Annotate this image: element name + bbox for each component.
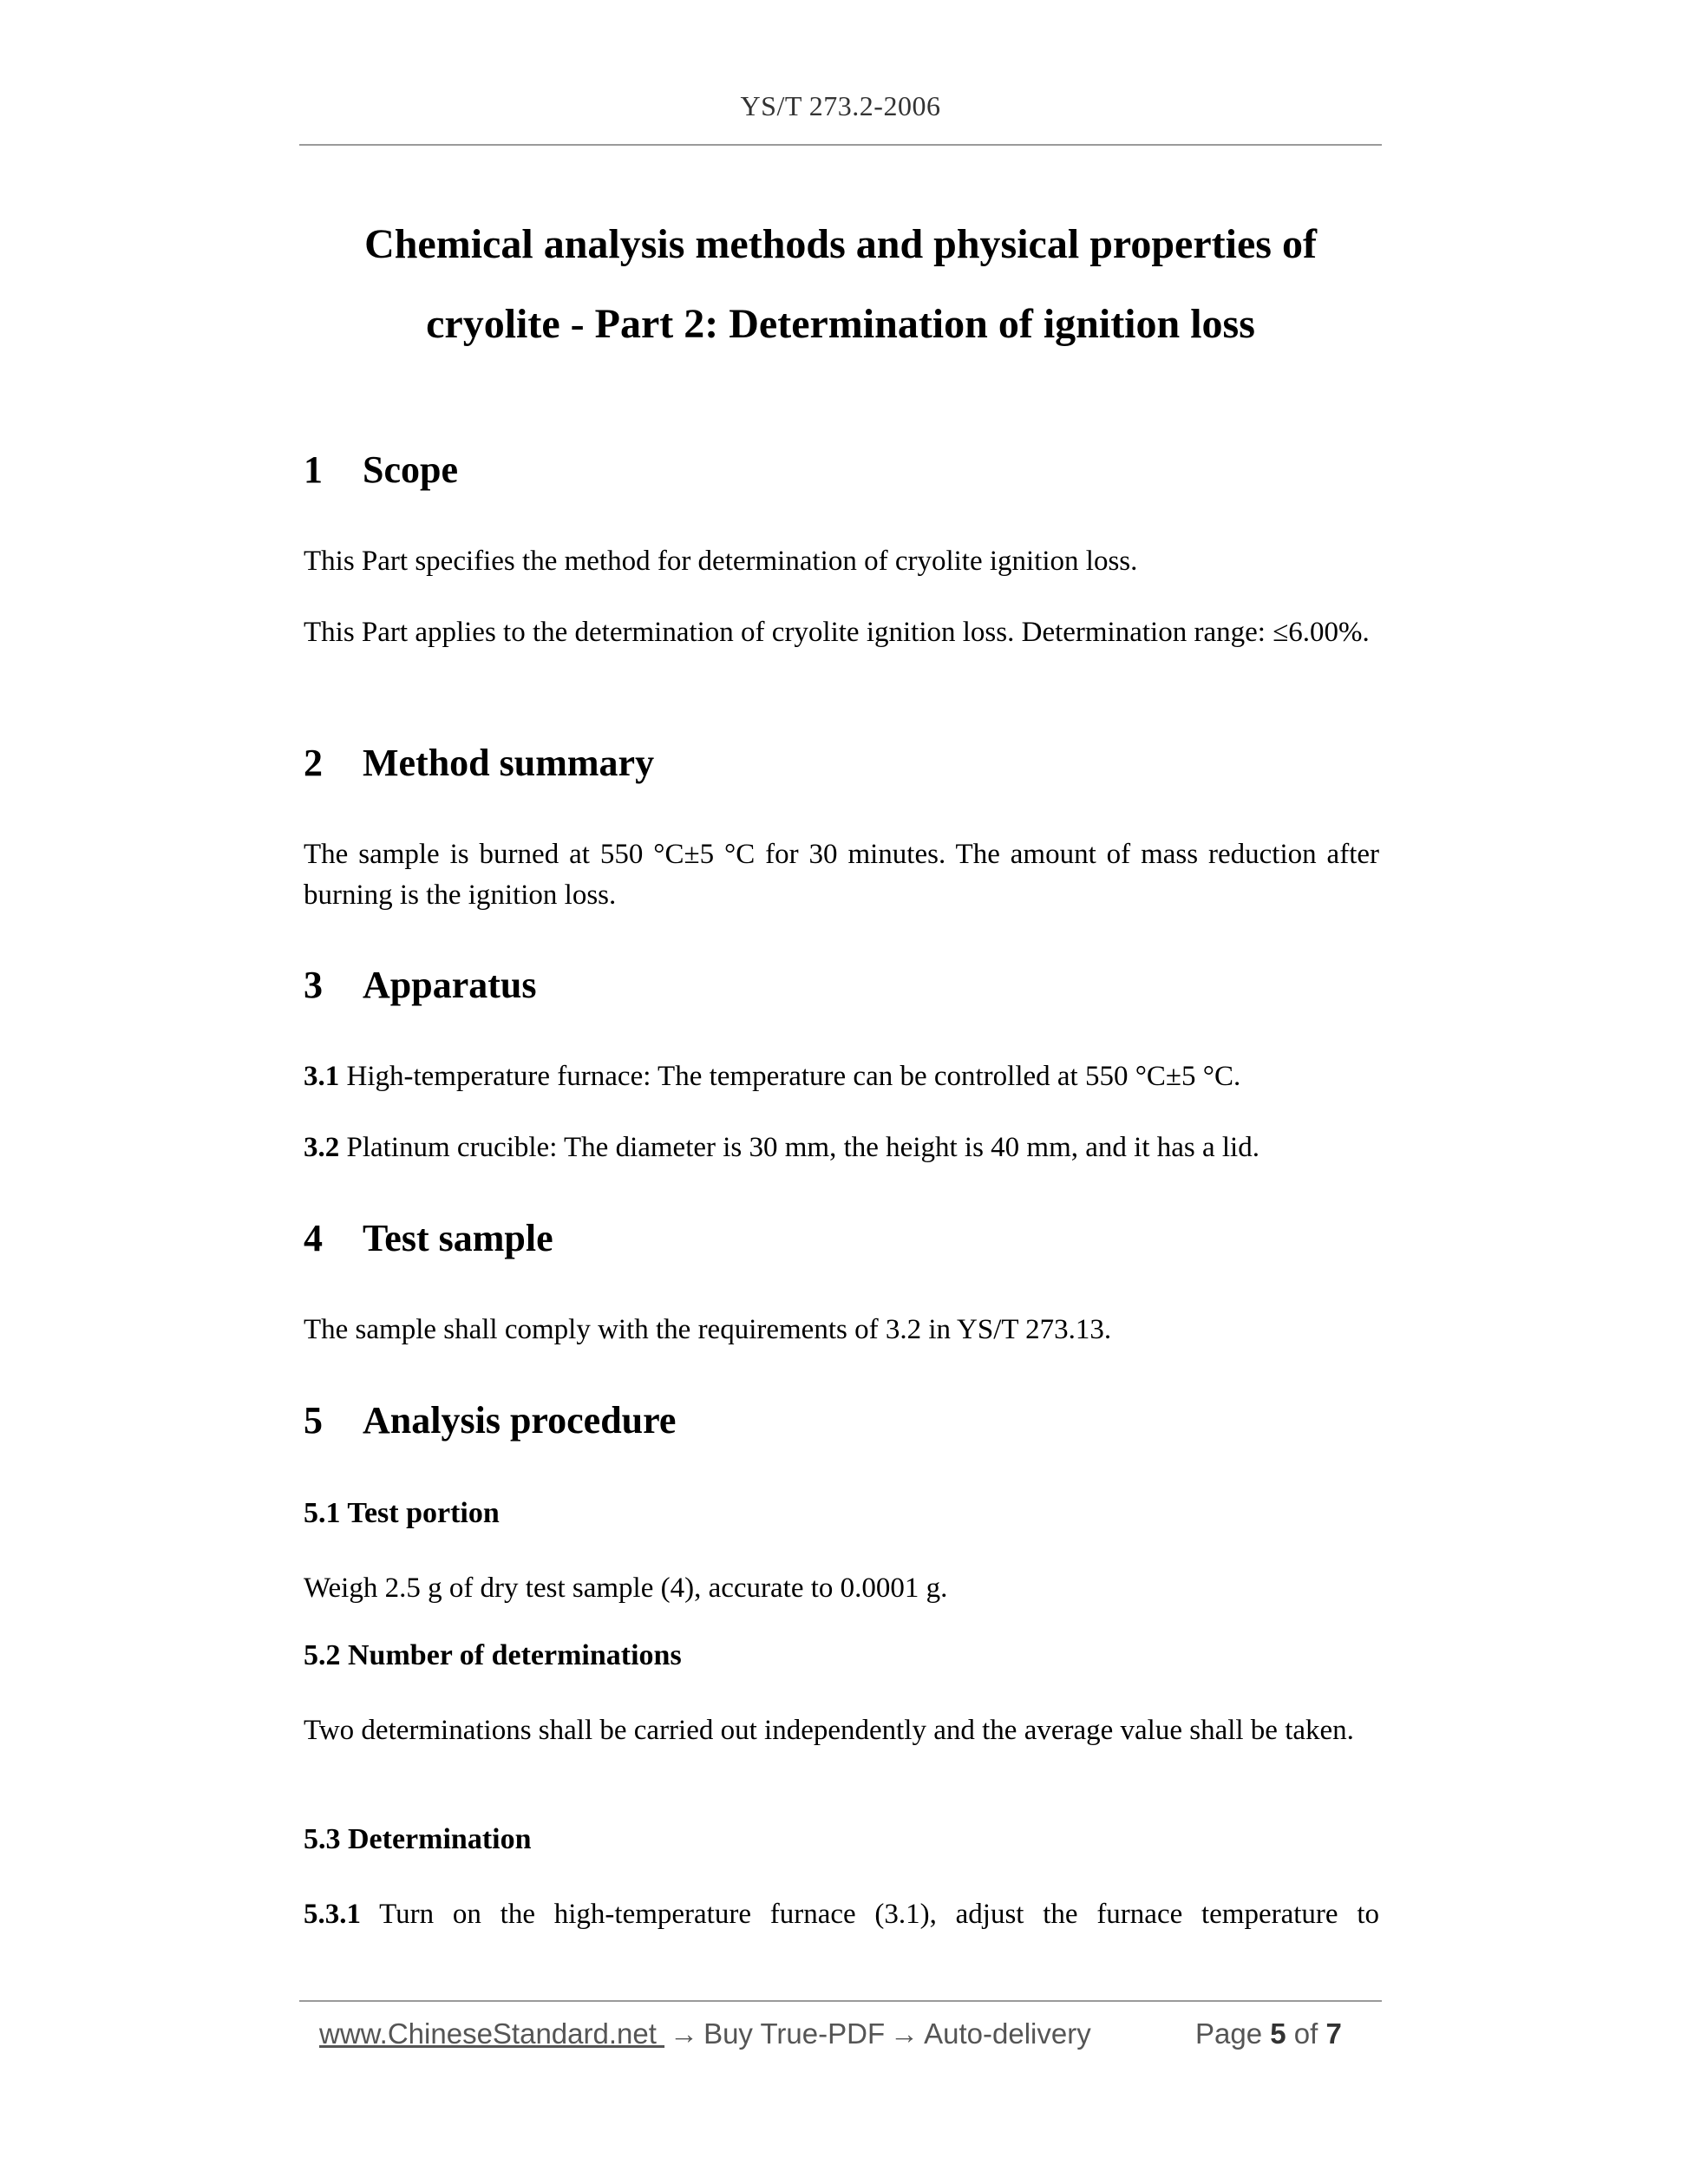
subsection-5-1-heading: 5.1 Test portion	[304, 1497, 500, 1529]
section-1-heading	[304, 448, 458, 492]
clause-text: Platinum crucible: The diameter is 30 mm, the height is 40 mm, and it has a lid.	[339, 1132, 1259, 1163]
section-number: 2	[304, 742, 323, 784]
section-3-heading	[304, 963, 537, 1007]
section-title: Analysis procedure	[363, 1399, 677, 1442]
section-number: 5	[304, 1399, 323, 1442]
page-of-label: of	[1293, 2017, 1318, 2050]
clause-number: 3.2	[304, 1132, 340, 1163]
section-number: 1	[304, 448, 323, 491]
apparatus-item-3-1	[304, 1056, 1379, 1097]
header-rule	[299, 144, 1382, 146]
footer-links	[319, 2017, 1091, 2050]
subsection-5-2-heading: 5.2 Number of determinations	[304, 1639, 682, 1671]
arrow-right-icon: →	[890, 2017, 919, 2050]
test-sample-paragraph: The sample shall comply with the requirements of 3.2 in YS/T 273.13.	[304, 1314, 1112, 1345]
section-5-heading	[304, 1398, 676, 1442]
page-current: 5	[1270, 2017, 1286, 2050]
clause-number: 5.3.1	[304, 1899, 361, 1930]
document-title	[299, 205, 1382, 364]
method-summary-paragraph: The sample is burned at 550 °C±5 °C for 30 minutes. The amount of mass reduction after burning is the ignition loss.	[304, 839, 1379, 911]
arrow-right-icon: →	[670, 2017, 699, 2050]
section-4-heading	[304, 1216, 553, 1260]
section-title: Apparatus	[363, 964, 537, 1006]
section-number: 4	[304, 1217, 323, 1259]
section-number: 3	[304, 964, 323, 1006]
footer-rule	[299, 2000, 1382, 2002]
section-title: Method summary	[363, 742, 655, 784]
scope-paragraph-2: This Part applies to the determination of cryolite ignition loss. Determination range: ≤6.00%.	[304, 617, 1370, 648]
website-link[interactable]: www.ChineseStandard.net	[319, 2017, 665, 2050]
apparatus-item-3-2	[304, 1128, 1379, 1168]
section-title: Scope	[363, 448, 458, 491]
running-header: YS/T 273.2-2006	[740, 90, 941, 121]
auto-delivery-text: Auto-delivery	[924, 2017, 1091, 2050]
title-line-2: cryolite - Part 2: Determination of ignition loss	[426, 301, 1255, 347]
page-total: 7	[1325, 2017, 1342, 2050]
clause-text: High-temperature furnace: The temperature can be controlled at 550 °C±5 °C.	[339, 1061, 1241, 1092]
clause-text: Turn on the high-temperature furnace (3.1), adjust the furnace temperature to	[361, 1899, 1379, 1930]
section-title: Test sample	[363, 1217, 553, 1259]
buy-true-pdf-link[interactable]: Buy True-PDF	[703, 2017, 886, 2050]
page-label: Page	[1195, 2017, 1263, 2050]
section-2-heading	[304, 741, 654, 785]
subsection-5-3-heading: 5.3 Determination	[304, 1823, 532, 1855]
subsection-5-1-text: Weigh 2.5 g of dry test sample (4), accurate to 0.0001 g.	[304, 1573, 948, 1604]
clause-number: 3.1	[304, 1061, 340, 1092]
scope-paragraph-1: This Part specifies the method for determination of cryolite ignition loss.	[304, 546, 1138, 577]
page-indicator	[1195, 2017, 1342, 2050]
title-line-1: Chemical analysis methods and physical properties of	[364, 221, 1317, 267]
clause-5-3-1	[304, 1894, 1379, 1935]
subsection-5-2-text: Two determinations shall be carried out independently and the average value shall be taken.	[304, 1715, 1354, 1746]
